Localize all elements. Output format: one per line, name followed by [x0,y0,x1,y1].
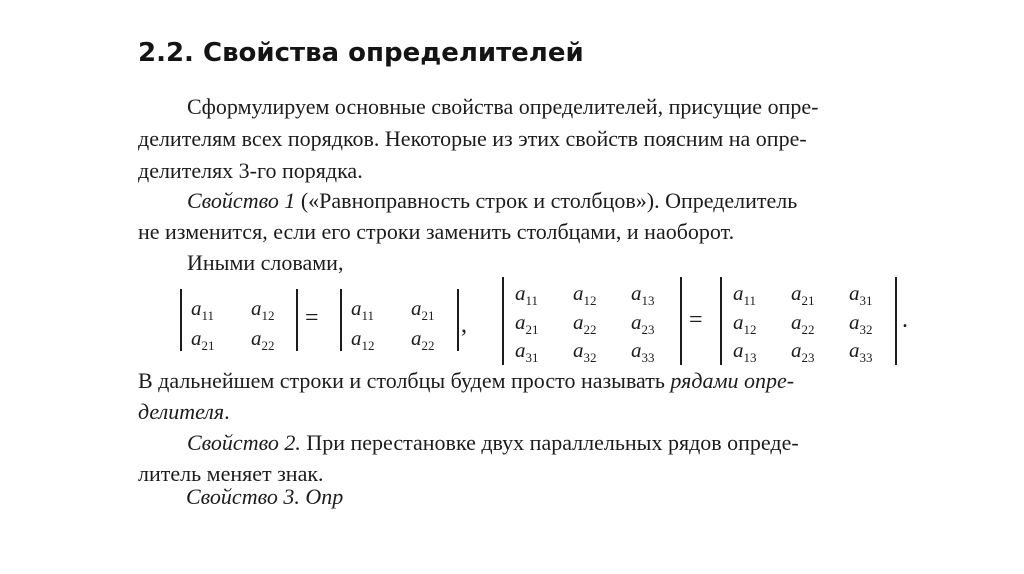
cutoff-next-line [186,484,366,509]
property-1-label: Свойство 1 [187,188,296,213]
property-1-line-3: Иными словами, [187,250,344,275]
section-heading: 2.2. Свойства определителей [138,38,584,68]
property-2-text: При перестановке двух параллельных рядов опреде- [300,430,799,455]
property-2-line-2: литель меняет знак. [138,461,324,486]
det3-left-entry: $a_{21}$ [515,309,539,337]
det3-right-entry: $a_{12}$ [733,309,757,337]
property-1-line-2: не изменится, если его строки заменить столбцами, и наоборот. [138,219,735,244]
intro-line-3: делителях 3-го порядка. [138,158,363,183]
det2-right-left-bar [340,289,342,351]
cutoff-text: Свойство 3. Опр [186,484,344,509]
property-1-title: («Равноправность строк и столбцов»). Определитель [295,188,798,213]
det3-right-entry: $a_{31}$ [849,281,873,308]
det3-right-entry: $a_{13}$ [733,338,757,365]
det3-left-entry: $a_{12}$ [573,281,597,308]
after-formula-text: В дальнейшем строки и столбцы будем просто называть [138,368,671,393]
det2-left-right-bar [296,289,298,351]
after-formula-line-2 [138,399,230,425]
intro-line-1: Сформулируем основные свойства определителей, присущие опре- [187,94,819,119]
det2-left-entry: $a_{22}$ [251,326,275,353]
property-1-line-1 [187,188,797,214]
det3-right-right-bar [895,277,897,365]
det3-left-entry: $a_{31}$ [515,338,539,365]
after-formula-period: . [224,399,230,424]
det3-right-entry: $a_{32}$ [849,309,873,337]
equals-sign-2x2: = [305,305,319,331]
det3-left-right-bar [680,277,682,365]
term-rows-of-determinant: рядами опре- [670,368,795,393]
det2-right-entry: $a_{22}$ [411,326,435,353]
det3-left-left-bar [502,277,504,365]
intro-line-2: делителям всех порядков. Некоторые из этих свойств поясним на опре- [138,126,807,151]
det3-right-left-bar [720,277,722,365]
property-2-line-1 [187,430,799,456]
det3-right-entry: $a_{23}$ [791,338,815,365]
formula-period: . [902,307,908,333]
property-2-label: Свойство 2. [187,430,301,455]
equals-sign-3x3: = [689,307,703,333]
det2-left-entry: $a_{12}$ [251,296,275,323]
det2-left-left-bar [180,289,182,351]
det3-left-entry: $a_{13}$ [631,281,655,308]
det2-left-entry: $a_{21}$ [191,326,215,353]
det3-right-entry: $a_{22}$ [791,309,815,337]
det3-left-entry: $a_{23}$ [631,309,655,337]
det2-right-right-bar [457,289,459,351]
det3-right-entry: $a_{33}$ [849,338,873,365]
det3-left-entry: $a_{22}$ [573,309,597,337]
term-rows-of-determinant-end: делителя [138,399,225,424]
det3-left-entry: $a_{33}$ [631,338,655,365]
after-formula-line-1 [138,368,794,394]
det3-left-entry: $a_{32}$ [573,338,597,365]
det2-right-entry: $a_{12}$ [351,326,375,353]
det2-right-entry: $a_{11}$ [351,296,375,323]
det2-right-entry: $a_{21}$ [411,296,435,323]
det3-left-entry: $a_{11}$ [515,281,539,308]
det3-right-entry: $a_{11}$ [733,281,757,308]
det3-right-entry: $a_{21}$ [791,281,815,308]
det2-left-entry: $a_{11}$ [191,296,215,323]
comma-separator: , [461,312,467,338]
